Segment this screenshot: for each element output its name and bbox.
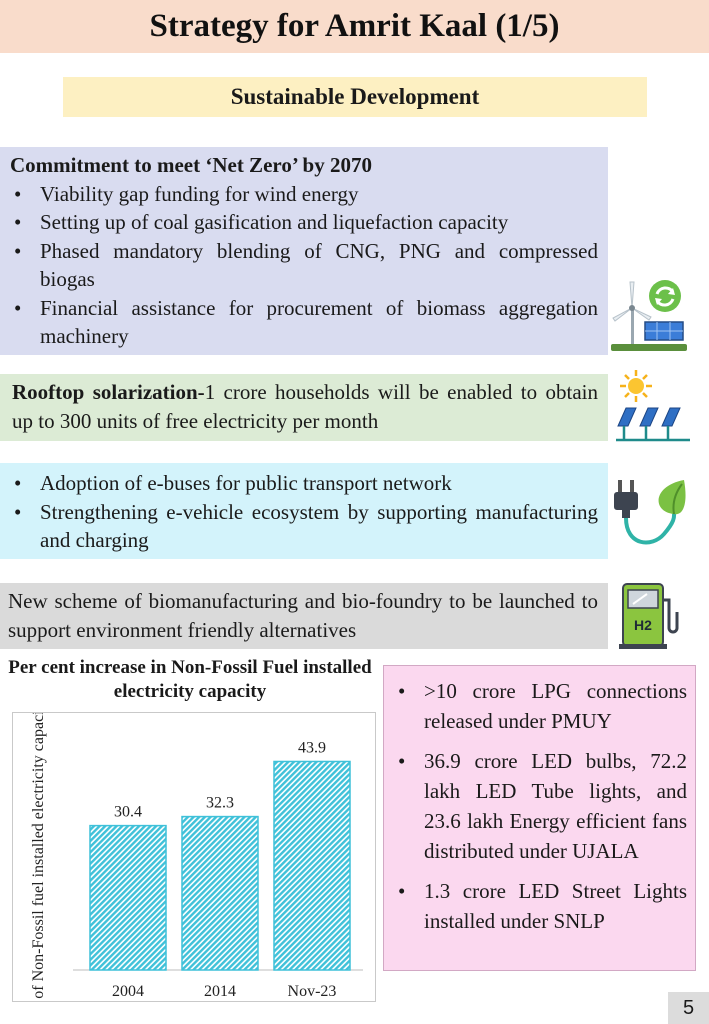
data-label: 32.3 — [206, 794, 234, 812]
list-item: • >10 crore LPG connections released under PMUY — [394, 676, 687, 736]
chart-container — [12, 712, 376, 1002]
sun-solar-panel-icon — [614, 368, 692, 444]
list-item: • 36.9 crore LED bulbs, 72.2 lakh LED Tube lights, and 23.6 lakh Energy efficient fans distributed under UJALA — [394, 746, 687, 866]
list-item: • 1.3 crore LED Street Lights installed under SNLP — [394, 876, 687, 936]
bar-chart — [13, 713, 375, 1001]
subtitle-banner — [63, 77, 647, 117]
section-subtitle: Sustainable Development — [230, 84, 480, 109]
x-tick-label: Nov-23 — [287, 983, 337, 1000]
bar-2004 — [90, 826, 166, 970]
net-zero-panel — [0, 147, 608, 355]
bars-group — [90, 739, 350, 1000]
net-zero-list — [10, 180, 598, 351]
welfare-stats-list — [394, 676, 687, 936]
rooftop-text: 1 crore households will be enabled to obtain up to 300 units of free electricity per month — [12, 380, 598, 433]
hydrogen-label: H2 — [634, 617, 652, 633]
list-item: • Setting up of coal gasification and liquefaction capacity — [10, 208, 598, 237]
hydrogen-fuel-pump-icon — [617, 582, 679, 650]
list-item: • Strengthening e-vehicle ecosystem by supporting manufacturing and charging — [10, 498, 598, 555]
title-bar — [0, 0, 709, 53]
biomanufacturing-text: New scheme of biomanufacturing and bio-foundry to be launched to support environment friendly alternatives — [8, 589, 598, 642]
biomanufacturing-panel — [0, 583, 608, 649]
bar-nov-23 — [274, 761, 350, 970]
x-tick-label: 2004 — [112, 983, 144, 1000]
e-mobility-list — [10, 469, 598, 555]
welfare-stats-panel — [383, 665, 696, 971]
bar-2014 — [182, 817, 258, 970]
e-mobility-panel — [0, 463, 608, 559]
ev-plug-leaf-icon — [612, 476, 688, 554]
y-axis-label: % of Non-Fossil fuel installed electricity capacity — [30, 713, 47, 1001]
rooftop-solar-panel — [0, 374, 608, 441]
net-zero-heading: Commitment to meet ‘Net Zero’ by 2070 — [10, 153, 372, 177]
data-label: 43.9 — [298, 739, 326, 757]
page-number: 5 — [668, 992, 709, 1024]
list-item: • Phased mandatory blending of CNG, PNG and compressed biogas — [10, 237, 598, 294]
data-label: 30.4 — [114, 803, 142, 821]
list-item: • Adoption of e-buses for public transport network — [10, 469, 598, 498]
rooftop-heading: Rooftop solarization- — [12, 380, 205, 404]
x-tick-label: 2014 — [204, 983, 236, 1000]
wind-solar-recycle-icon — [609, 274, 689, 354]
list-item: • Financial assistance for procurement of biomass aggregation machinery — [10, 294, 598, 351]
chart-title: Per cent increase in Non-Fossil Fuel installed electricity capacity — [8, 657, 372, 702]
list-item: • Viability gap funding for wind energy — [10, 180, 598, 209]
page-title: Strategy for Amrit Kaal (1/5) — [149, 8, 560, 44]
